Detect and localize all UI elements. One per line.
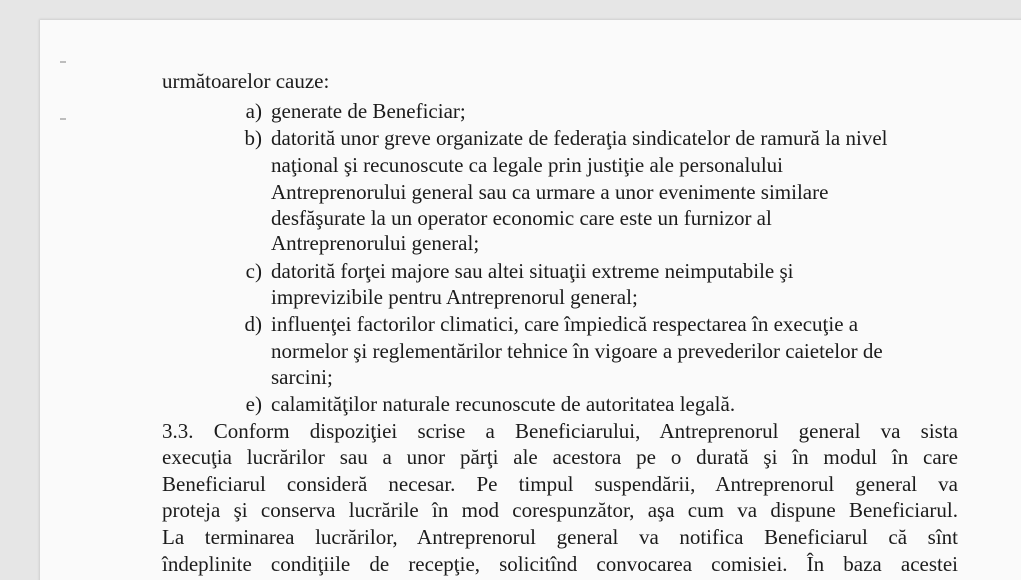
list-item-label: e) bbox=[245, 392, 262, 416]
list-item-line: sarcini; bbox=[271, 365, 333, 389]
list-item-label: a) bbox=[245, 99, 262, 123]
list-item-label: d) bbox=[244, 312, 262, 336]
paragraph-line: Beneficiarul consideră necesar. Pe timpul suspendării, Antreprenorul general va bbox=[162, 472, 958, 496]
paragraph-line: îndeplinite condiţiile de recepţie, solicitînd convocarea comisiei. În baza acestei bbox=[162, 552, 958, 576]
list-item-line: generate de Beneficiar; bbox=[271, 99, 466, 123]
list-item-line: normelor şi reglementărilor tehnice în vigoare a prevederilor caietelor de bbox=[271, 339, 883, 363]
paragraph-line: La terminarea lucrărilor, Antreprenorul general va notifica Beneficiarul că sînt bbox=[162, 525, 958, 549]
list-item-line: influenţei factorilor climatici, care împiedică respectarea în execuţie a bbox=[271, 312, 859, 336]
list-item-line: Antreprenorului general sau ca urmare a unor evenimente similare bbox=[271, 180, 829, 204]
lead-line: următoarelor cauze: bbox=[162, 69, 330, 93]
list-item-line: desfăşurate la un operator economic care este un furnizor al bbox=[271, 206, 772, 230]
paragraph-line: proteja şi conserva lucrările în mod corespunzător, aşa cum va dispune Beneficiarul. bbox=[162, 498, 958, 522]
paragraph-line: 3.3. Conform dispoziţiei scrise a Beneficiarului, Antreprenorul general va sista bbox=[162, 419, 958, 443]
list-item-label: b) bbox=[244, 126, 262, 150]
list-item-line: Antreprenorului general; bbox=[271, 231, 480, 255]
list-item-label: c) bbox=[245, 259, 262, 283]
list-item-line: naţional şi recunoscute ca legale prin justiţie ale personalului bbox=[271, 153, 783, 177]
list-item-line: datorită unor greve organizate de federaţia sindicatelor de ramură la nivel bbox=[271, 126, 888, 150]
punch-mark bbox=[60, 118, 66, 120]
punch-mark bbox=[60, 61, 66, 63]
list-item-line: calamităţilor naturale recunoscute de autoritatea legală. bbox=[271, 392, 736, 416]
list-item-line: imprevizibile pentru Antreprenorul general; bbox=[271, 285, 638, 309]
paragraph-line: execuţia lucrărilor sau a unor părţi ale acestora pe o durată şi în modul în care bbox=[162, 445, 958, 469]
list-item-line: datorită forţei majore sau altei situaţii extreme neimputabile şi bbox=[271, 259, 794, 283]
